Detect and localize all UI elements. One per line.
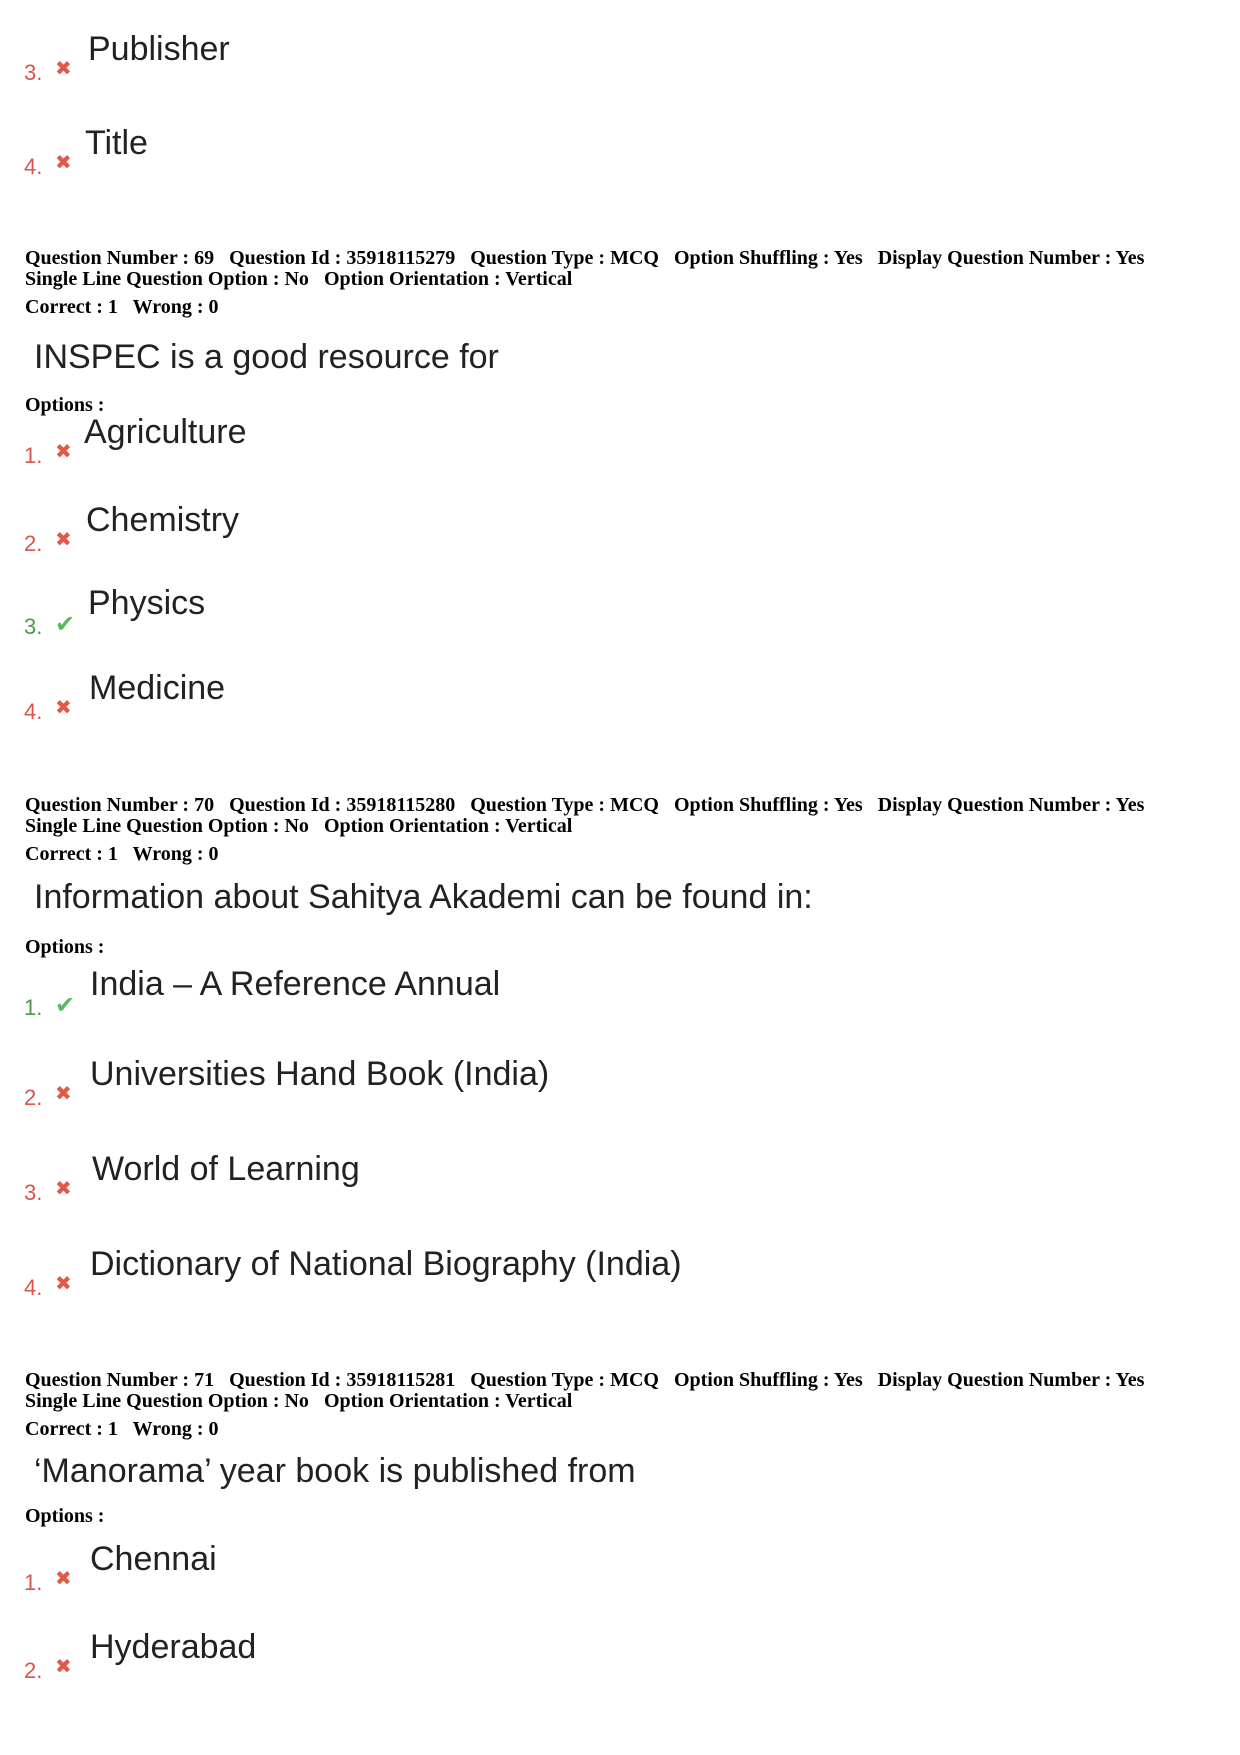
cross-icon: ✖ xyxy=(55,56,72,80)
option-row xyxy=(0,1540,1000,1600)
option-row xyxy=(0,1628,1000,1688)
option-number: 3. xyxy=(24,1180,43,1205)
option-row xyxy=(0,1245,1000,1305)
option-number: 2. xyxy=(24,1658,43,1683)
cross-icon: ✖ xyxy=(55,1176,72,1200)
score-line: Correct : 1 Wrong : 0 xyxy=(25,296,219,318)
option-number: 3. xyxy=(24,614,43,639)
option-text: Medicine xyxy=(89,669,226,707)
option-text: Title xyxy=(85,124,148,162)
option-text: Chennai xyxy=(90,1540,217,1578)
options-label: Options : xyxy=(25,394,105,416)
option-text: World of Learning xyxy=(92,1150,360,1188)
cross-icon: ✖ xyxy=(55,1654,72,1678)
cross-icon: ✖ xyxy=(55,527,72,551)
options-label: Options : xyxy=(25,936,105,958)
option-number: 1. xyxy=(24,1570,43,1595)
check-icon: ✔ xyxy=(55,991,76,1019)
option-text: Agriculture xyxy=(84,413,247,451)
option-text: Chemistry xyxy=(86,501,240,539)
option-number: 1. xyxy=(24,995,43,1020)
question-meta: Question Number : 69 Question Id : 35918115279 Question Type : MCQ Option Shuffling : Yes Display Question Number : Yes Single Line Question Option : No Option Orientation : Vertical xyxy=(25,247,1145,290)
option-row xyxy=(0,584,1000,644)
option-row xyxy=(0,413,1000,473)
question-meta: Question Number : 71 Question Id : 35918115281 Question Type : MCQ Option Shuffling : Yes Display Question Number : Yes Single Line Question Option : No Option Orientation : Vertical xyxy=(25,1369,1145,1412)
option-row xyxy=(0,1055,1000,1115)
option-number: 4. xyxy=(24,154,43,179)
option-text: Dictionary of National Biography (India) xyxy=(90,1245,682,1283)
cross-icon: ✖ xyxy=(55,695,72,719)
option-text: Physics xyxy=(88,584,206,622)
option-number: 2. xyxy=(24,531,43,556)
option-number: 1. xyxy=(24,443,43,468)
score-line: Correct : 1 Wrong : 0 xyxy=(25,843,219,865)
cross-icon: ✖ xyxy=(55,150,72,174)
check-icon: ✔ xyxy=(55,610,76,638)
option-text: Publisher xyxy=(88,30,230,68)
option-row xyxy=(0,30,1000,90)
option-text: Hyderabad xyxy=(90,1628,257,1666)
cross-icon: ✖ xyxy=(55,1271,72,1295)
option-row xyxy=(0,965,1000,1025)
option-text: India – A Reference Annual xyxy=(90,965,501,1003)
option-row xyxy=(0,501,1000,561)
option-number: 4. xyxy=(24,1275,43,1300)
question-meta: Question Number : 70 Question Id : 35918115280 Question Type : MCQ Option Shuffling : Yes Display Question Number : Yes Single Line Question Option : No Option Orientation : Vertical xyxy=(25,794,1145,837)
score-line: Correct : 1 Wrong : 0 xyxy=(25,1418,219,1440)
option-number: 2. xyxy=(24,1085,43,1110)
options-label: Options : xyxy=(25,1505,105,1527)
option-row xyxy=(0,669,1000,729)
option-number: 4. xyxy=(24,699,43,724)
option-row xyxy=(0,124,1000,184)
option-row xyxy=(0,1150,1000,1210)
option-text: Universities Hand Book (India) xyxy=(90,1055,550,1093)
cross-icon: ✖ xyxy=(55,1081,72,1105)
option-number: 3. xyxy=(24,60,43,85)
cross-icon: ✖ xyxy=(55,439,72,463)
cross-icon: ✖ xyxy=(55,1566,72,1590)
question-text: Information about Sahitya Akademi can be found in: xyxy=(34,878,813,916)
question-text: INSPEC is a good resource for xyxy=(34,338,499,376)
question-text: ‘Manorama’ year book is published from xyxy=(34,1452,636,1490)
